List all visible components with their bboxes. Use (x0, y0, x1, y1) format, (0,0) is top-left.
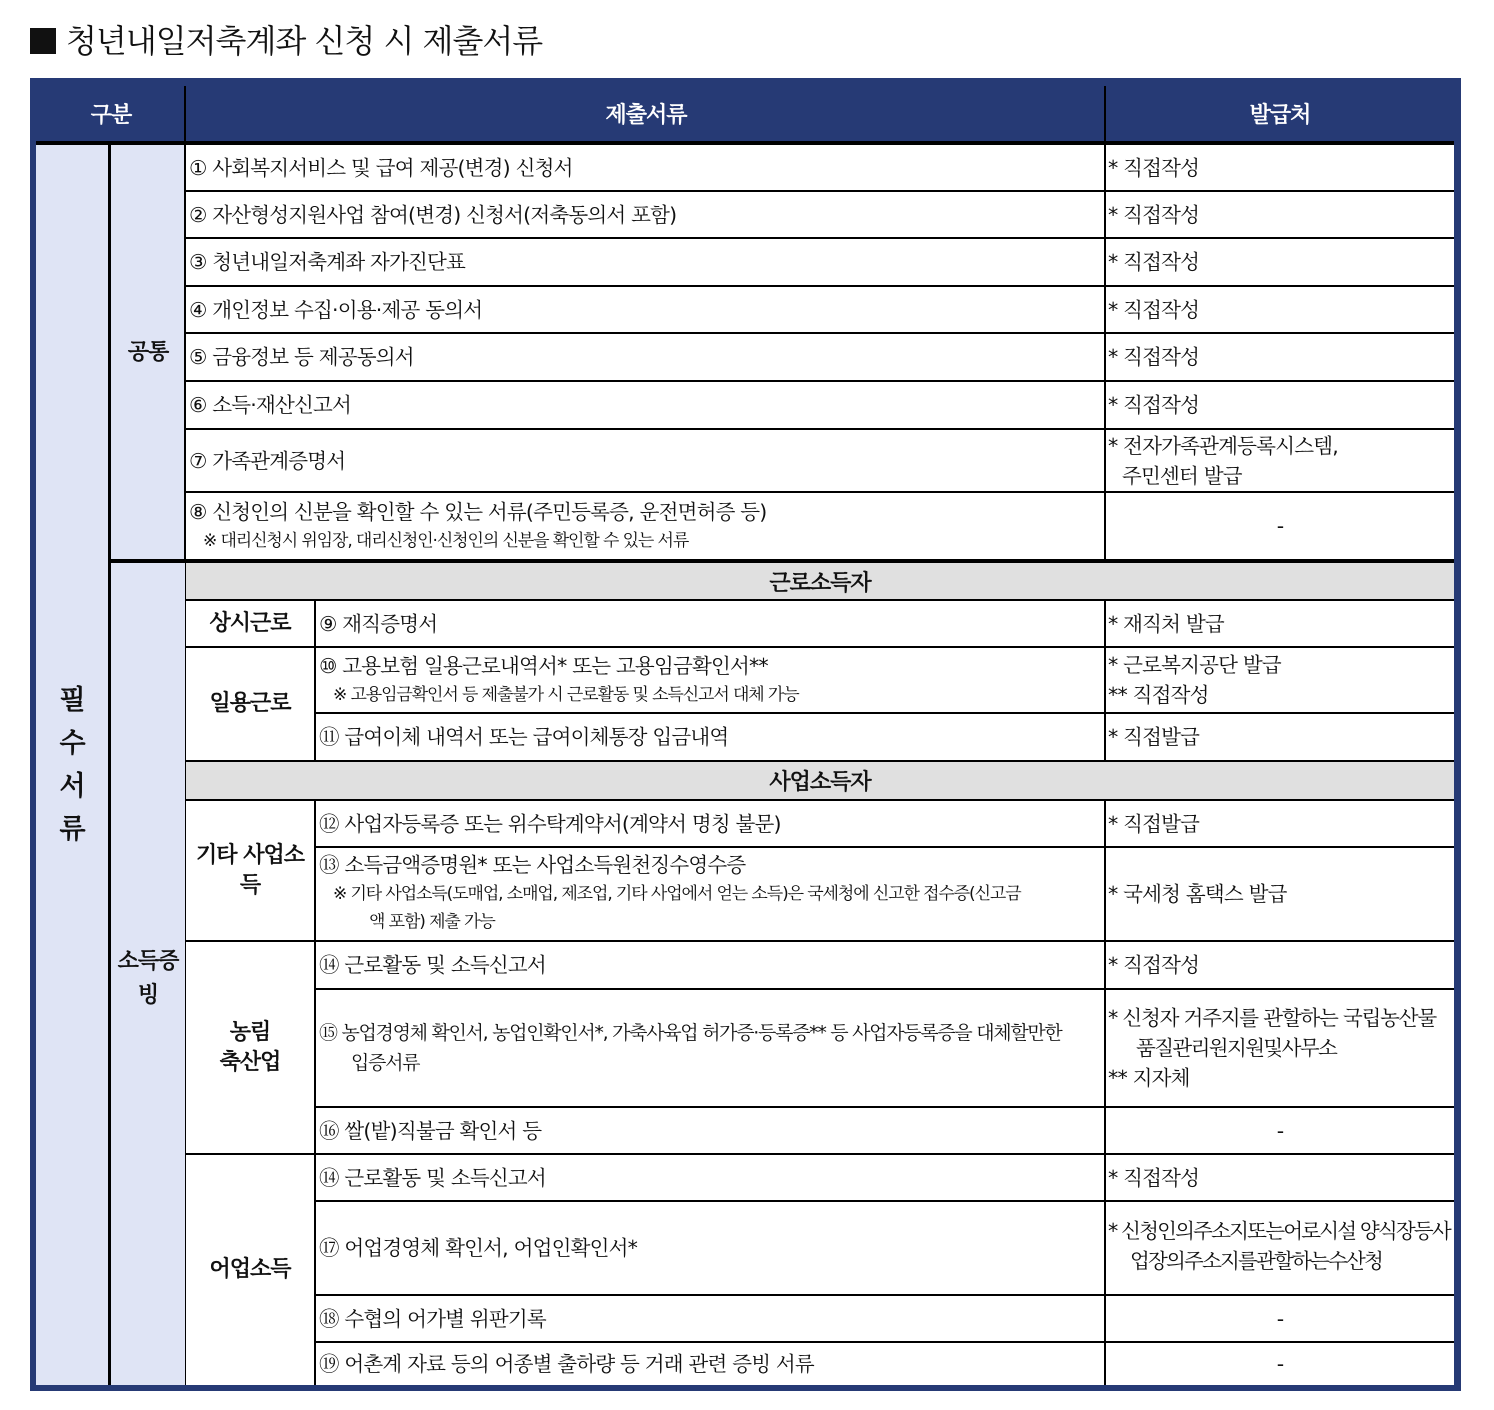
issuer-row-7 (1106, 430, 1454, 491)
subcat-agriculture (186, 942, 314, 1153)
square-bullet-icon (30, 28, 56, 54)
header-issuer: 발급처 (1249, 102, 1311, 128)
doc-row-4: ④ 개인정보 수집·이용·제공 동의서 (186, 287, 1104, 332)
subcat-label-line: 축산업 (219, 1049, 281, 1075)
doc-note: ※ 고용임금확인서 등 제출불가 시 근로활동 및 소득신고서 대체 가능 (333, 685, 799, 705)
doc-row-7: ⑦ 가족관계증명서 (186, 430, 1104, 491)
column-divider (314, 801, 316, 1385)
issuer-row-8: - (1106, 493, 1454, 559)
doc-text: ⑬ 소득금액증명원* 또는 사업소득원천징수영수증 (319, 853, 746, 877)
issuer-row-11: * 직접발급 (1106, 714, 1454, 760)
issuer-line: * 전자가족관계등록시스템, (1108, 433, 1338, 458)
doc-note: ※ 대리신청시 위임장, 대리신청인·신청인의 신분을 확인할 수 있는 서류 (203, 531, 689, 551)
doc-row-13 (316, 848, 1104, 940)
issuer-row-9: * 재직처 발급 (1106, 601, 1454, 646)
column-divider (314, 601, 316, 762)
doc-row-15 (316, 990, 1104, 1106)
main-category-char: 서 (59, 771, 85, 802)
doc-row-11: ⑪ 급여이체 내역서 또는 급여이체통장 입금내역 (316, 714, 1104, 760)
doc-text: 입증서류 (351, 1052, 420, 1074)
issuer-row-1: * 직접작성 (1106, 145, 1454, 190)
doc-note: ※ 기타 사업소득(도매업, 소매업, 제조업, 기타 사업에서 얻는 소득)은 국세청에 신고한 접수증(신고금 (333, 884, 1021, 904)
doc-text: ⑩ 고용보험 일용근로내역서* 또는 고용임금확인서** (319, 654, 768, 678)
doc-row-14b: ⑭ 근로활동 및 소득신고서 (316, 1155, 1104, 1200)
header-divider (1104, 86, 1106, 142)
header-divider (184, 86, 186, 142)
doc-row-8 (186, 493, 1104, 559)
issuer-row-5: * 직접작성 (1106, 334, 1454, 380)
band-wage-earner: 근로소득자 (186, 563, 1454, 599)
issuer-line: * 근로복지공단 발급 (1108, 653, 1281, 677)
issuer-row-4: * 직접작성 (1106, 287, 1454, 332)
doc-note: 액 포함) 제출 가능 (369, 912, 495, 932)
issuer-row-6: * 직접작성 (1106, 382, 1454, 428)
doc-row-5: ⑤ 금융정보 등 제공동의서 (186, 334, 1104, 380)
issuer-row-16: - (1106, 1108, 1454, 1153)
issuer-line: ** 직접작성 (1108, 683, 1209, 707)
main-category-char: 필 (59, 685, 85, 716)
column-divider (1104, 801, 1106, 1385)
band-business-income: 사업소득자 (186, 762, 1454, 799)
doc-row-6: ⑥ 소득·재산신고서 (186, 382, 1104, 428)
issuer-row-14a: * 직접작성 (1106, 942, 1454, 988)
doc-row-10 (316, 648, 1104, 712)
issuer-row-15 (1106, 990, 1454, 1106)
issuer-row-19: - (1106, 1343, 1454, 1385)
doc-row-18: ⑱ 수협의 어가별 위판기록 (316, 1296, 1104, 1341)
issuer-line: 업장의주소지를관할하는수산청 (1130, 1249, 1383, 1273)
doc-row-3: ③ 청년내일저축계좌 자가진단표 (186, 239, 1104, 285)
subcategory-common: 공통 (111, 145, 185, 560)
doc-row-9: ⑨ 재직증명서 (316, 601, 1104, 646)
issuer-row-14b: * 직접작성 (1106, 1155, 1454, 1200)
income-label-line1: 소득증 (117, 949, 179, 974)
doc-text: ⑧ 신청인의 신분을 확인할 수 있는 서류(주민등록증, 운전면허증 등) (189, 500, 767, 524)
doc-row-1: ① 사회복지서비스 및 급여 제공(변경) 신청서 (186, 145, 1104, 190)
issuer-row-2: * 직접작성 (1106, 192, 1454, 237)
page-title-text: 청년내일저축계좌 신청 시 제출서류 (66, 22, 543, 60)
issuer-line: 품질관리원지원및사무소 (1136, 1036, 1337, 1060)
subcat-label-line: 기타 사업소 (196, 842, 304, 868)
page-title (30, 18, 542, 64)
subcat-fishery: 어업소득 (186, 1155, 314, 1385)
subcat-regular-work: 상시근로 (186, 601, 314, 646)
issuer-row-17 (1106, 1202, 1454, 1294)
main-category-char: 수 (59, 728, 85, 759)
issuer-line: * 신청자 거주지를 관할하는 국립농산물 (1108, 1006, 1436, 1030)
issuer-line: 주민센터 발급 (1122, 463, 1242, 488)
issuer-row-3: * 직접작성 (1106, 239, 1454, 285)
header-category: 구분 (90, 102, 132, 128)
issuer-row-10 (1106, 648, 1454, 712)
issuer-line: ** 지자체 (1108, 1066, 1190, 1090)
doc-row-2: ② 자산형성지원사업 참여(변경) 신청서(저축동의서 포함) (186, 192, 1104, 237)
main-category-char: 류 (59, 814, 85, 845)
issuer-line: * 신청인의주소지또는어로시설 양식장등사 (1108, 1219, 1450, 1243)
issuer-row-13: * 국세청 홈택스 발급 (1106, 848, 1454, 940)
column-divider (1104, 601, 1106, 762)
subcat-other-business (186, 801, 314, 940)
doc-row-14a: ⑭ 근로활동 및 소득신고서 (316, 942, 1104, 988)
subcat-label-line: 농림 (229, 1019, 271, 1045)
subcat-label-line: 득 (239, 872, 261, 898)
doc-row-19: ⑲ 어촌계 자료 등의 어종별 출하량 등 거래 관련 증빙 서류 (316, 1343, 1104, 1385)
issuer-row-12: * 직접발급 (1106, 801, 1454, 846)
main-category-required-docs (36, 145, 108, 1385)
doc-row-12: ⑫ 사업자등록증 또는 위수탁계약서(계약서 명칭 불문) (316, 801, 1104, 846)
header-documents: 제출서류 (605, 102, 687, 128)
subcategory-income-proof (111, 563, 185, 1385)
issuer-row-18: - (1106, 1296, 1454, 1341)
column-divider (1104, 145, 1106, 560)
doc-row-16: ⑯ 쌀(밭)직불금 확인서 등 (316, 1108, 1104, 1153)
doc-text: ⑮ 농업경영체 확인서, 농업인확인서*, 가축사육업 허가증·등록증** 등 사업자등록증을 대체할만한 (319, 1022, 1062, 1044)
subcat-daily-work: 일용근로 (186, 648, 314, 760)
doc-row-17: ⑰ 어업경영체 확인서, 어업인확인서* (316, 1202, 1104, 1294)
income-label-line2: 빙 (137, 983, 159, 1008)
